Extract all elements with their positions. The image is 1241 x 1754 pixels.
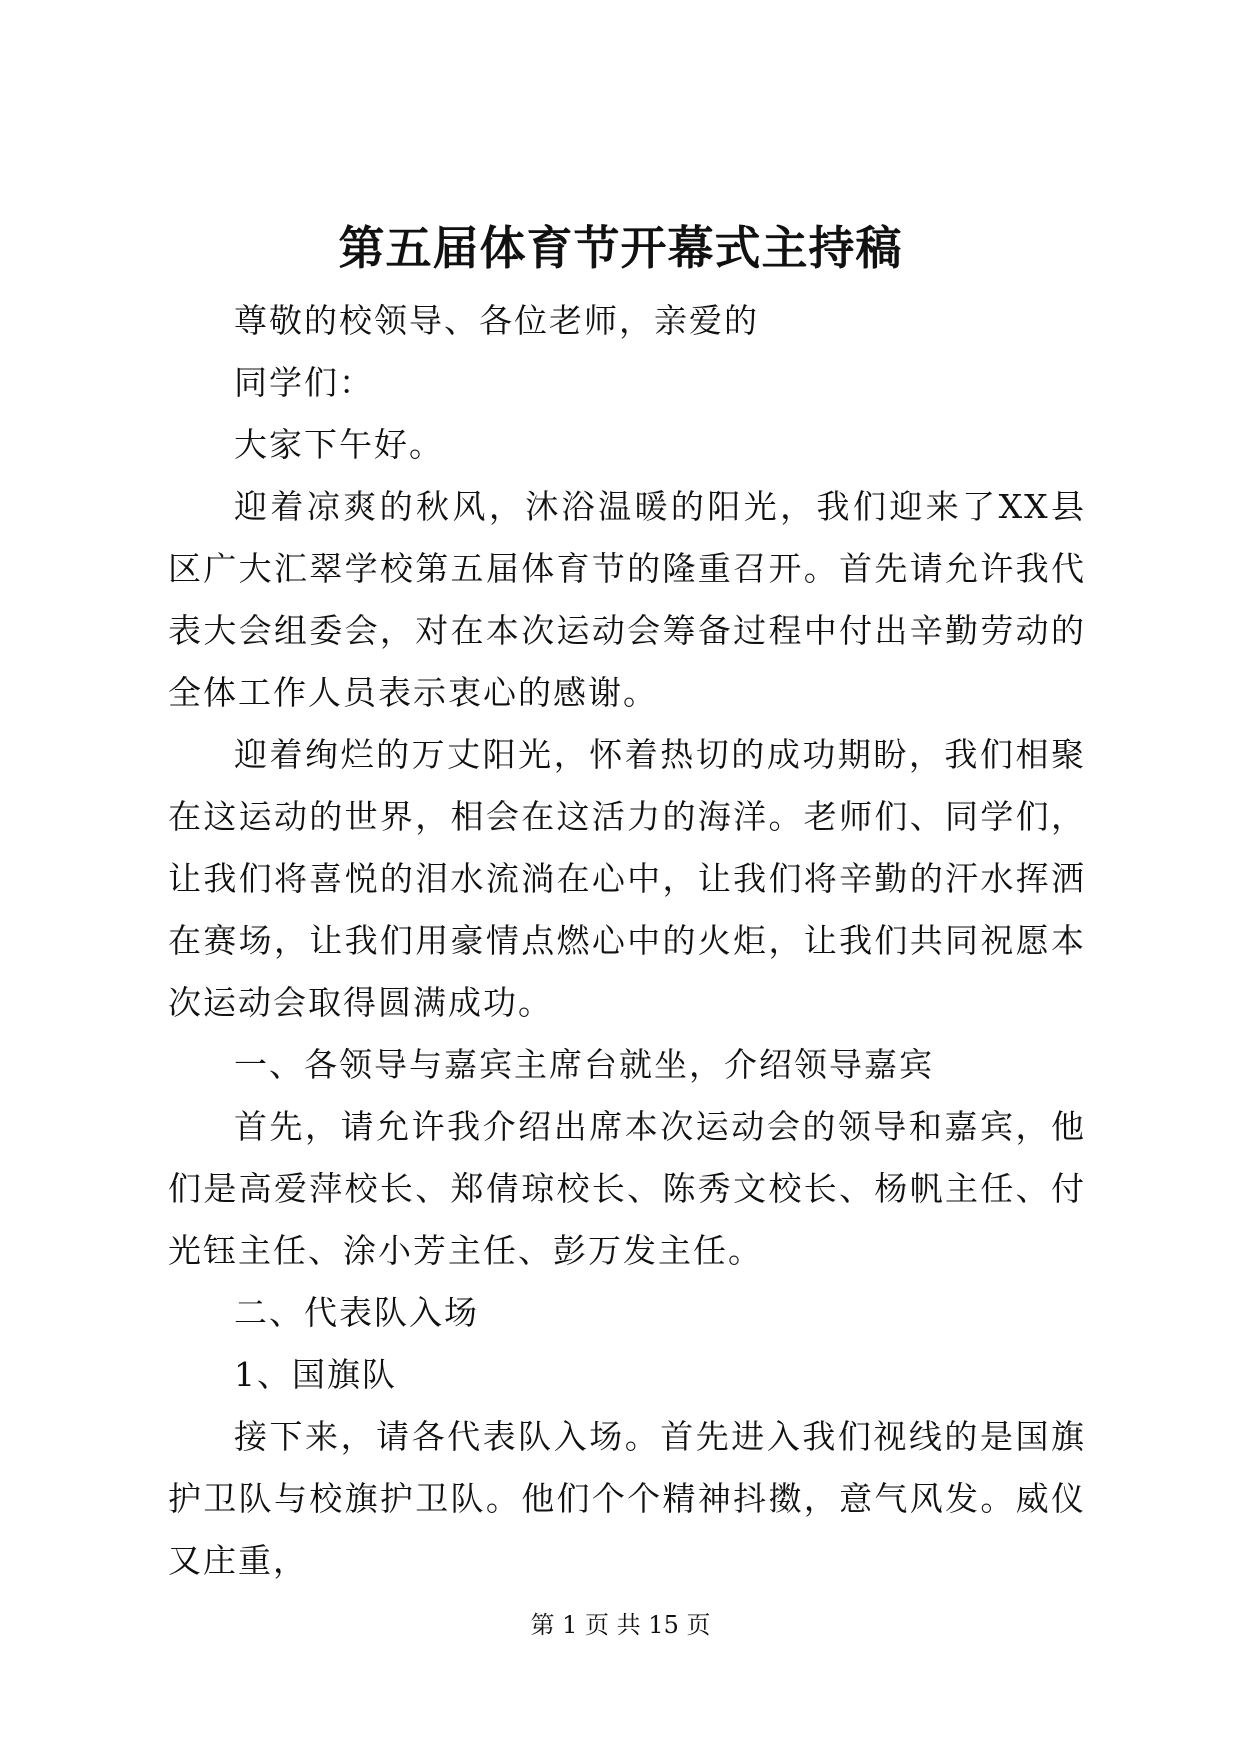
document-body xyxy=(168,290,1086,1592)
document-title: 第五届体育节开幕式主持稿 xyxy=(338,221,903,275)
paragraph-greeting: 尊敬的校领导、各位老师，亲爱的 xyxy=(234,301,759,340)
paragraph-welcome: 迎着绚烂的万丈阳光，怀着热切的成功期盼，我们相聚在这运动的世界，相会在这活力的海洋。老师们、同学们，让我们将喜悦的泪水流淌在心中，让我们将辛勤的汗水挥洒在赛场，让我们用豪情点燃心中的火炬，让我们共同祝愿本次运动会取得圆满成功。 xyxy=(168,735,1086,1022)
section-heading-1: 一、各领导与嘉宾主席台就坐，介绍领导嘉宾 xyxy=(234,1045,934,1084)
paragraph-hello: 大家下午好。 xyxy=(234,425,444,464)
paragraph-intro: 迎着凉爽的秋风，沐浴温暖的阳光，我们迎来了XX县区广大汇翠学校第五届体育节的隆重召开。首先请允许我代表大会组委会，对在本次运动会筹备过程中付出辛勤劳动的全体工作人员表示衷心的感谢。 xyxy=(168,487,1086,712)
paragraph-greeting-cont: 同学们： xyxy=(234,363,374,402)
page-footer: 第 1 页 共 15 页 xyxy=(530,1611,711,1639)
section-heading-2: 二、代表队入场 xyxy=(234,1293,479,1332)
paragraph-guests: 首先，请允许我介绍出席本次运动会的领导和嘉宾，他们是高爱萍校长、郑倩琼校长、陈秀文校长、杨帆主任、付光钰主任、涂小芳主任、彭万发主任。 xyxy=(168,1107,1086,1270)
subsection-heading-1: 1、国旗队 xyxy=(234,1355,397,1394)
paragraph-flag-team: 接下来，请各代表队入场。首先进入我们视线的是国旗护卫队与校旗护卫队。他们个个精神抖擞，意气风发。威仪又庄重， xyxy=(168,1417,1086,1580)
